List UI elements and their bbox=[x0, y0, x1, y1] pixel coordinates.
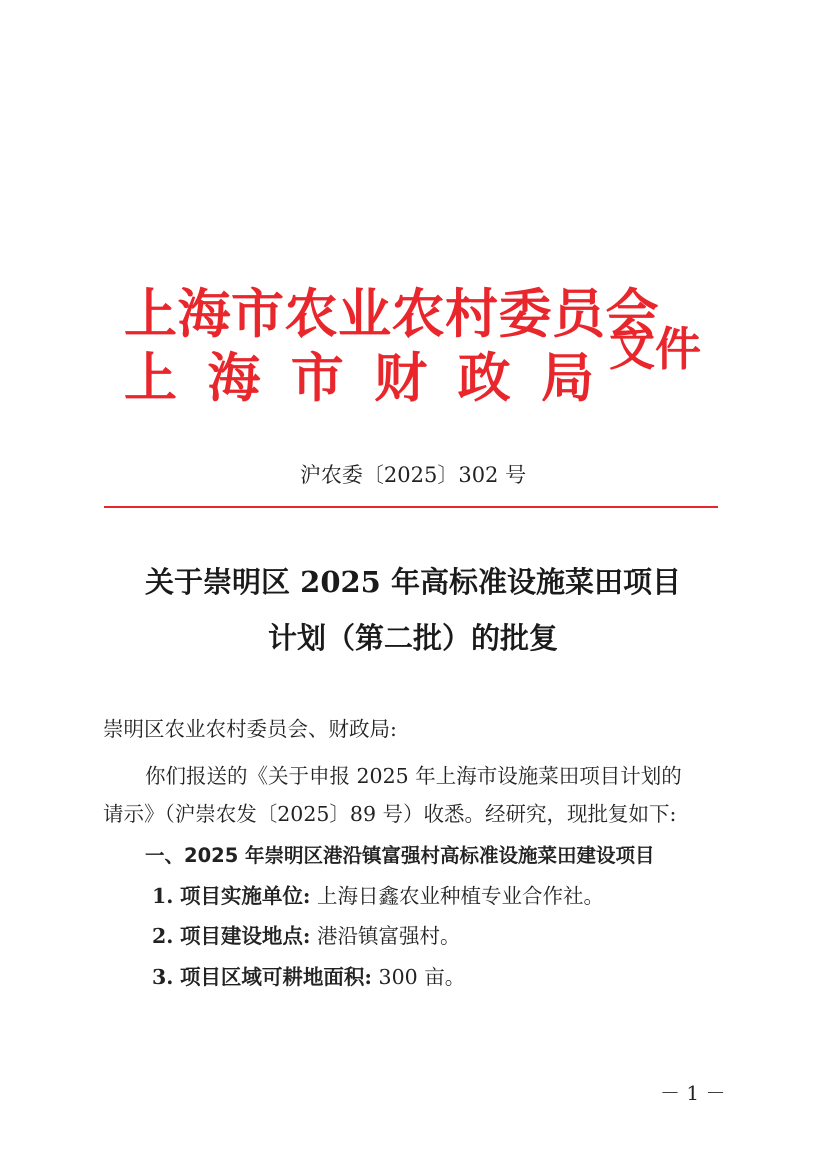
issuer-char: 局 bbox=[540, 347, 594, 409]
issuer-char: 财 bbox=[374, 347, 428, 409]
body-paragraph-line1: 你们报送的《关于申报 2025 年上海市设施菜田项目计划的 bbox=[145, 764, 682, 788]
section-heading: 一、2025 年崇明区港沿镇富强村高标准设施菜田建设项目 bbox=[145, 844, 655, 867]
item-value: 300 亩。 bbox=[378, 965, 466, 989]
red-divider-line bbox=[104, 506, 718, 508]
page-number: － 1 － bbox=[660, 1081, 726, 1105]
item-value: 港沿镇富强村。 bbox=[317, 924, 461, 948]
issuer-char: 海 bbox=[207, 347, 261, 409]
item-number: 3. bbox=[152, 965, 174, 989]
issuer-name-finance bbox=[124, 348, 594, 408]
body-paragraph-line2: 请示》（沪崇农发〔2025〕89 号）收悉。经研究，现批复如下: bbox=[103, 802, 677, 826]
item-label: 项目实施单位: bbox=[179, 884, 311, 908]
item-number: 1. bbox=[152, 884, 174, 908]
item-label: 项目建设地点: bbox=[179, 924, 311, 948]
document-title-line1: 关于崇明区 2025 年高标准设施菜田项目 bbox=[145, 565, 681, 599]
item-label: 项目区域可耕地面积: bbox=[179, 965, 373, 989]
document-number: 沪农委〔2025〕302 号 bbox=[299, 463, 527, 487]
addressee: 崇明区农业农村委员会、财政局: bbox=[103, 717, 397, 741]
issuer-char: 政 bbox=[457, 347, 511, 409]
list-item bbox=[152, 921, 461, 951]
issuer-char: 市 bbox=[290, 347, 344, 409]
item-value: 上海日鑫农业种植专业合作社。 bbox=[317, 884, 605, 908]
issuer-name-agriculture: 上海市农业农村委员会 bbox=[124, 283, 659, 345]
list-item bbox=[152, 962, 465, 992]
document-title-line2: 计划（第二批）的批复 bbox=[267, 621, 558, 655]
document-type-label: 文件 bbox=[609, 322, 701, 376]
list-item bbox=[152, 881, 604, 911]
issuer-char: 上 bbox=[124, 347, 177, 409]
item-number: 2. bbox=[152, 924, 174, 948]
